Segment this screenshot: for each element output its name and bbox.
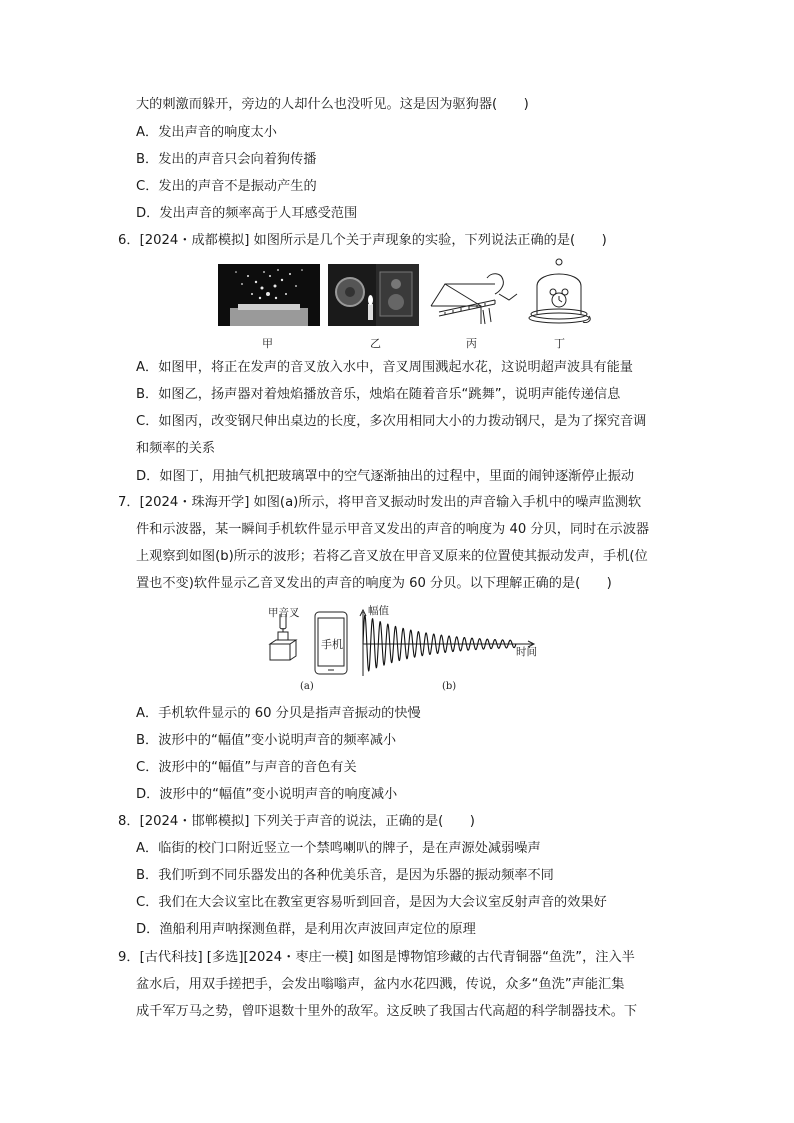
splash-photo-icon (218, 264, 320, 326)
q9-stem-line-1: 9．[古代科技] [多选][2024・枣庄一模] 如图是博物馆珍藏的古代青铜器“鱼洗”，注入半 (118, 950, 635, 965)
speaker-candle-photo-icon (328, 264, 419, 326)
q5-option-a: A．发出声音的响度太小 (136, 125, 277, 140)
q8-option-a: A．临街的校门口附近竖立一个禁鸣喇叭的牌子，是在声源处减弱噪声 (136, 841, 541, 856)
q5-option-b: B．发出的声音只会向着狗传播 (136, 152, 317, 167)
q7-stem-line-1: 7．[2024・珠海开学] 如图(a)所示，将甲音叉振动时发出的声音输入手机中的噪声监测软 (118, 495, 642, 510)
q6-option-b: B．如图乙，扬声器对着烛焰播放音乐，烛焰在随着音乐“跳舞”，说明声能传递信息 (136, 387, 621, 402)
label-ding: 丁 (554, 337, 565, 350)
q9-stem-line-3: 成千军万马之势，曾吓退数十里外的敌军。这反映了我国古代高超的科学制器技术。下 (136, 1004, 638, 1019)
bell-jar-drawing-icon (527, 256, 592, 326)
decaying-waveform (363, 615, 516, 670)
q8-option-b: B．我们听到不同乐器发出的各种优美乐音，是因为乐器的振动频率不同 (136, 868, 554, 883)
q8-option-d: D．渔船利用声呐探测鱼群，是利用次声波回声定位的原理 (136, 922, 476, 937)
label-yi: 乙 (370, 337, 381, 350)
q6-stem: 6．[2024・成都模拟] 如图所示是几个关于声现象的实验，下列说法正确的是( ) (118, 233, 607, 248)
q7-option-d: D．波形中的“幅值”变小说明声音的响度减小 (136, 787, 398, 802)
q7-stem-line-2: 件和示波器，某一瞬间手机软件显示甲音叉发出的声音的响度为 40 分贝，同时在示波器 (136, 522, 650, 537)
q6-option-c-cont: 和频率的关系 (136, 441, 216, 456)
q7-stem-line-3: 上观察到如图(b)所示的波形；若将乙音叉放在甲音叉原来的位置使其振动发声，手机(位 (136, 549, 648, 564)
label-bing: 丙 (466, 337, 477, 350)
fork-label: 甲音叉 (268, 607, 300, 619)
q7-option-c: C．波形中的“幅值”与声音的音色有关 (136, 760, 357, 775)
q5-option-d: D．发出声音的频率高于人耳感受范围 (136, 206, 358, 221)
figure-jia-tuning-fork-water (218, 264, 320, 326)
q7-stem-line-4: 置也不变)软件显示乙音叉发出的声音的响度为 60 分贝。以下理解正确的是( ) (136, 576, 612, 591)
q5-option-c: C．发出的声音不是振动产生的 (136, 179, 317, 194)
caption-a: (a) (300, 681, 314, 692)
phone-label: 手机 (321, 638, 343, 651)
figure-bing-steel-ruler (425, 264, 520, 326)
x-axis-label: 时间 (516, 646, 537, 658)
caption-b: (b) (442, 681, 457, 692)
q7-option-a: A．手机软件显示的 60 分贝是指声音振动的快慢 (136, 706, 421, 721)
q8-stem: 8．[2024・邯郸模拟] 下列关于声音的说法，正确的是( ) (118, 814, 475, 829)
q6-option-c: C．如图丙，改变钢尺伸出桌边的长度，多次用相同大小的力拨动钢尺，是为了探究音调 (136, 414, 647, 429)
fork-block-top (270, 640, 296, 644)
q6-option-a: A．如图甲，将正在发声的音叉放入水中，音叉周围溅起水花，这说明超声波具有能量 (136, 360, 633, 375)
fork-stand (278, 632, 288, 640)
q8-option-c: C．我们在大会议室比在教室更容易听到回音，是因为大会议室反射声音的效果好 (136, 895, 607, 910)
y-axis-label: 幅值 (368, 605, 389, 617)
figure-ding-bell-jar (527, 256, 592, 326)
q9-stem-line-2: 盆水后，用双手搓把手，会发出嗡嗡声，盆内水花四溅，传说，众多“鱼洗”声能汇集 (136, 977, 625, 992)
q7-option-b: B．波形中的“幅值”变小说明声音的频率减小 (136, 733, 397, 748)
figure-yi-speaker-candle (328, 264, 419, 326)
q5-stem-tail: 大的刺激而躲开，旁边的人却什么也没听见。这是因为驱狗器( ) (136, 97, 529, 112)
label-jia: 甲 (262, 337, 273, 350)
q6-option-d: D．如图丁，用抽气机把玻璃罩中的空气逐渐抽出的过程中，里面的闹钟逐渐停止振动 (136, 469, 635, 484)
ruler-desk-drawing-icon (425, 264, 520, 326)
